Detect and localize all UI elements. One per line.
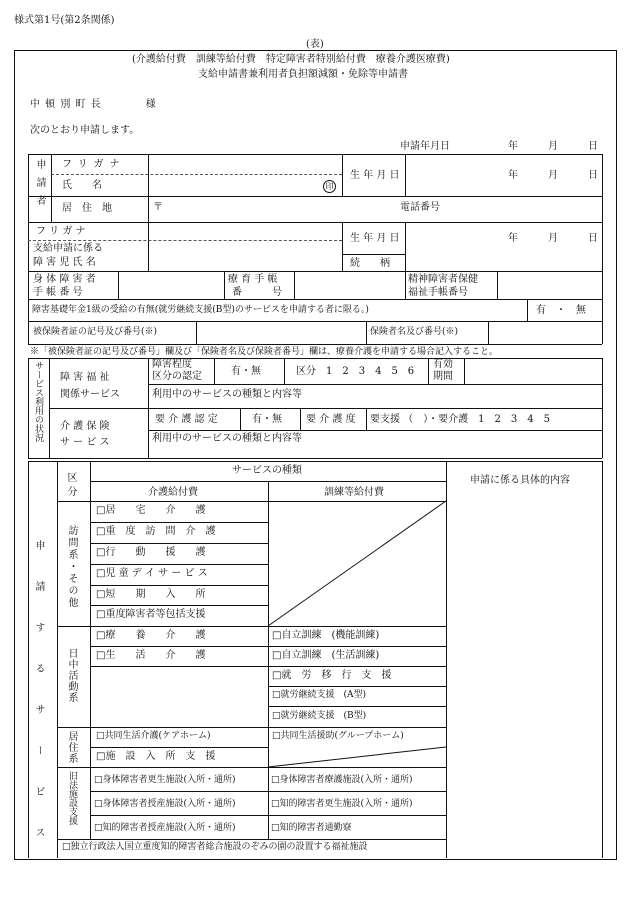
application-date-field[interactable]: 年 月 日 [508, 141, 598, 152]
child-name-label-2: 障 害 児 氏 名 [33, 257, 96, 268]
day-kunren-item[interactable]: □就労継続支援 (B型) [272, 711, 367, 721]
child-dob-field[interactable]: 年 月 日 [508, 233, 598, 244]
res-kunren-item[interactable]: □共同生活援助(グループホーム) [272, 731, 404, 741]
day-kunren-item[interactable]: □自立訓練 (機能訓練) [272, 630, 380, 641]
ryoiku-notebook-label-2: 番 号 [232, 287, 282, 298]
national-facility-item[interactable]: □独立行政法人国立重度知的障害者総合施設のぞみの園の設置する福祉施設 [62, 842, 368, 852]
care-insurance-label-1: 介 護 保 険 [60, 421, 110, 432]
apply-services-side-label: 申 請 す る サ ー ビ ス [33, 540, 44, 847]
applicant-dob-field[interactable]: 年 月 日 [508, 170, 598, 181]
kunren-header: 訓練等給付費 [324, 487, 384, 498]
category-residential: 居住系 [66, 731, 77, 764]
degree-class-scale[interactable]: 区分 1 2 3 4 5 6 [296, 366, 415, 377]
mental-notebook-label-2: 福祉手帳番号 [408, 287, 468, 298]
form-number: 様式第1号(第2条関係) [14, 15, 115, 26]
division-header: 区分 [65, 472, 76, 500]
old-kaigo-item[interactable]: □知的障害者授産施設(入所・通所) [94, 823, 236, 833]
phone-label: 電話番号 [400, 202, 440, 213]
seal-icon: 印 [323, 180, 336, 193]
insurance-note: ※「被保険者証の記号及び番号」欄及び「保険者名及び保険者番号」欄は、療養介護を申請する場合記入すること。 [30, 347, 499, 357]
degree-label-1: 障害程度 [152, 359, 192, 370]
visit-item[interactable]: □行 動 援 護 [96, 547, 206, 558]
applicant-section-label: 申請者 [34, 159, 45, 213]
insurer-label: 保険者名及び番号(※) [370, 327, 459, 337]
form-title-line1: (介護給付費 訓練等給付費 特定障害者特別給付費 療養介護医療費) [132, 54, 450, 65]
physical-notebook-label-2: 手 帳 番 号 [33, 287, 83, 298]
visit-item[interactable]: □重度障害者等包括支援 [96, 609, 206, 620]
day-kunren-item[interactable]: □就労継続支援 (A型) [272, 690, 367, 700]
old-kunren-item[interactable]: □知的障害者更生施設(入所・通所) [271, 799, 413, 809]
res-kaigo-item[interactable]: □共同生活介護(ケアホーム) [96, 731, 211, 741]
res-kaigo-item[interactable]: □施 設 入 所 支 援 [96, 751, 216, 762]
day-kaigo-item[interactable]: □療 養 介 護 [96, 630, 206, 641]
category-day: 日中活動系 [66, 648, 77, 703]
visit-item[interactable]: □児 童 デ イ サ ー ビ ス [96, 568, 208, 579]
old-kaigo-item[interactable]: □身体障害者更生施設(入所・通所) [94, 775, 236, 785]
physical-notebook-label-1: 身 体 障 害 者 [33, 274, 96, 285]
detail-input-area[interactable] [448, 502, 600, 856]
child-name-label-1: 支給申請に係る [33, 243, 103, 254]
child-relation-label: 続 柄 [350, 258, 390, 269]
applicant-address-label: 居 住 地 [62, 203, 112, 214]
form-title-line2: 支給申請書兼利用者負担額減額・免除等申請書 [198, 69, 408, 80]
application-date-label: 申請年月日 [400, 141, 450, 152]
care-degree-label: 要 介 護 度 [306, 414, 356, 425]
detail-header: 申請に係る具体的内容 [470, 475, 570, 486]
care-cert-yes-no[interactable]: 有・無 [252, 414, 282, 425]
category-visit: 訪問系・その他 [66, 525, 77, 609]
care-degree-scale[interactable]: 要支援 （ ）・要介護 1 2 3 4 5 [370, 414, 550, 425]
valid-period-label-1: 有効 [433, 359, 453, 370]
degree-yes-no[interactable]: 有・無 [231, 366, 261, 377]
welfare-in-use-label: 利用中のサービスの種類と内容等 [152, 389, 302, 400]
service-kind-header: サービスの種類 [232, 465, 302, 476]
ryoiku-notebook-label-1: 療 育 手 帳 [228, 274, 278, 285]
care-cert-label: 要 介 護 認 定 [155, 414, 218, 425]
service-status-side-label: サービス利用の状況 [33, 361, 43, 442]
old-kaigo-item[interactable]: □身体障害者授産施設(入所・通所) [94, 799, 236, 809]
applicant-dob-label: 生 年 月 日 [350, 170, 400, 181]
pension-question: 障害基礎年金1級の受給の有無(就労継続支援(B型)のサービスを申請する者に限る。) [32, 305, 369, 315]
visit-item[interactable]: □居 宅 介 護 [96, 505, 206, 516]
table-label: (表) [306, 39, 324, 50]
degree-label-2: 区分の認定 [152, 371, 202, 382]
care-in-use-label: 利用中のサービスの種類と内容等 [152, 433, 302, 444]
category-old-law: 旧法施設支援 [67, 771, 77, 825]
old-kunren-item[interactable]: □知的障害者通勤寮 [271, 823, 352, 833]
mental-notebook-label-1: 精神障害者保健 [408, 274, 478, 285]
visit-item[interactable]: □重 度 訪 問 介 護 [96, 526, 216, 537]
child-furigana-label: フ リ ガ ナ [36, 226, 86, 237]
care-insurance-label-2: サ ー ビ ス [60, 437, 110, 448]
old-kunren-item[interactable]: □身体障害者療護施設(入所・通所) [271, 775, 413, 785]
visit-item[interactable]: □短 期 入 所 [96, 589, 206, 600]
applicant-name-label: 氏 名 [62, 180, 102, 191]
welfare-service-label-2: 関係サービス [60, 389, 120, 400]
applicant-furigana-label: フリガナ [62, 159, 126, 170]
postal-mark: 〒 [153, 202, 163, 213]
valid-period-label-2: 期間 [433, 371, 453, 382]
addressee: 中 頓 別 町 長 様 [30, 99, 157, 110]
kaigo-header: 介護給付費 [148, 487, 198, 498]
welfare-service-label-1: 障 害 福 祉 [60, 372, 110, 383]
insured-number-label: 被保険者証の記号及び番号(※) [33, 327, 158, 337]
day-kaigo-item[interactable]: □生 活 介 護 [96, 650, 206, 661]
day-kunren-item[interactable]: □就 労 移 行 支 援 [272, 670, 392, 681]
pension-choice[interactable]: 有 ・ 無 [536, 305, 586, 316]
child-dob-label: 生 年 月 日 [350, 233, 400, 244]
intro-text: 次のとおり申請します。 [30, 125, 140, 136]
day-kunren-item[interactable]: □自立訓練 (生活訓練) [272, 650, 380, 661]
